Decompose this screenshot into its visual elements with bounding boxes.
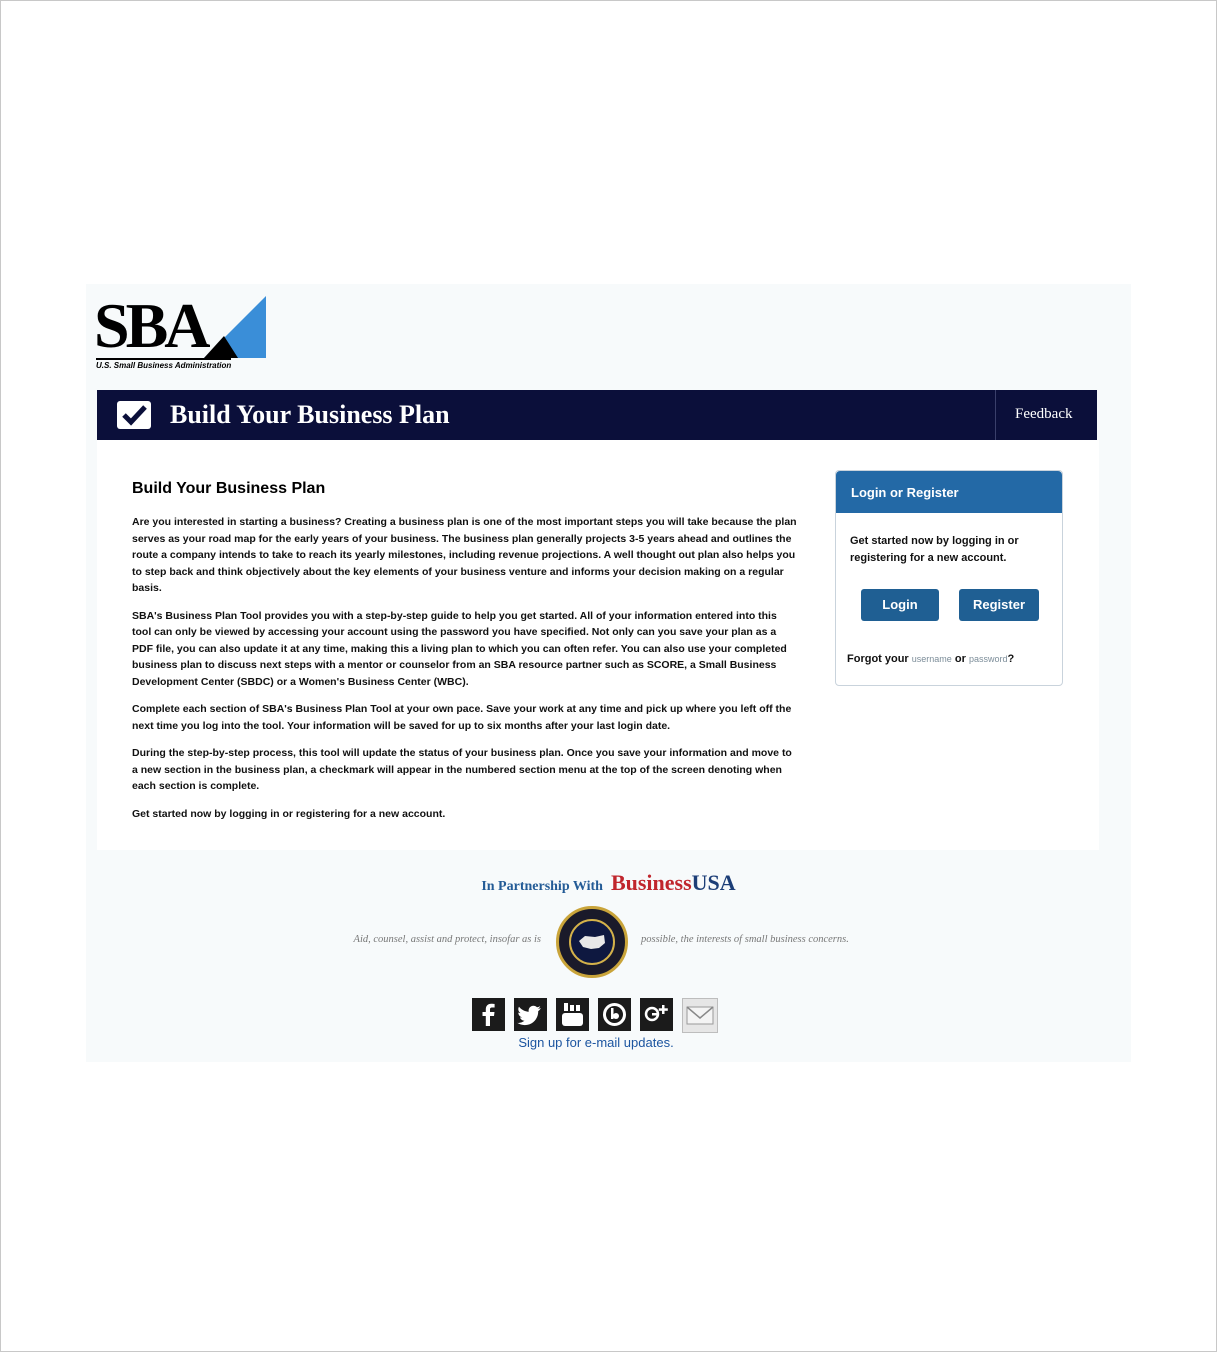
facebook-icon[interactable] [472, 998, 505, 1031]
login-box-text: Get started now by logging in or registering for a new account. [850, 535, 1019, 564]
login-register-box [835, 470, 1063, 686]
header-divider [995, 390, 996, 440]
page-title: Build Your Business Plan [170, 400, 450, 429]
intro-text [132, 514, 797, 833]
register-button[interactable]: Register [959, 589, 1039, 621]
paragraph: Are you interested in starting a business? Creating a business plan is one of the most important steps you will take because the plan serves as your road map for the early years of your business. The business plan generally projects 3-5 years ahead and outlines the route a company intends to take to reach its yearly milestones, including revenue projections. A well thought out plan also helps you to step back and think objectively about the key elements of your business venture and informs your decision making on a regular basis. [132, 516, 797, 594]
paragraph: During the step-by-step process, this tool will update the status of your business plan. Once you save your information and move to a new section in the business plan, a checkmark will appear in the numbered section menu at the top of the screen denoting when each section is complete. [132, 747, 792, 792]
twitter-icon[interactable] [514, 998, 547, 1031]
forgot-suffix: ? [1007, 653, 1015, 665]
forgot-password-link[interactable]: password [968, 654, 1008, 664]
header-bar [97, 390, 1097, 440]
logo-letters: SBA [94, 290, 207, 361]
email-icon[interactable] [682, 998, 718, 1033]
logo-subtitle: U.S. Small Business Administration [96, 358, 231, 370]
paragraph: Get started now by logging in or registering for a new account. [132, 807, 446, 820]
sba-seal-icon [556, 906, 628, 978]
blog-icon[interactable] [598, 998, 631, 1031]
sba-logo[interactable] [94, 290, 264, 370]
feedback-link[interactable]: Feedback [1015, 406, 1073, 422]
seal-inner [569, 919, 615, 965]
main-content [97, 440, 1099, 850]
google-plus-icon[interactable] [640, 998, 673, 1031]
forgot-prefix: Forgot your [847, 653, 909, 665]
partner-lead: In Partnership With [481, 879, 603, 894]
forgot-or: or [954, 653, 966, 665]
login-box-header [836, 471, 1062, 513]
motto-right: possible, the interests of small business concerns. [641, 934, 849, 945]
paragraph: Complete each section of SBA's Business Plan Tool at your own pace. Save your work at any time and pick up where you left off the next time you log into the tool. Your information will be saved for up to six months after your last login date. [132, 703, 792, 732]
content-heading: Build Your Business Plan [132, 480, 326, 497]
businessusa-logo-part1[interactable]: Business [610, 870, 692, 895]
youtube-icon[interactable] [556, 998, 589, 1031]
sba-page [86, 284, 1131, 1062]
checkmark-icon [117, 401, 151, 429]
forgot-credentials [847, 653, 1014, 665]
paragraph: SBA's Business Plan Tool provides you with a step-by-step guide to help you get started. All of your information entered into this tool can only be viewed by accessing your account using the password you have specified. Not only can you save your plan as a PDF file, you can also update it at any time, making this a living plan to which you can often refer. You can also use your completed business plan to discuss next steps with a mentor or counselor from an SBA resource partner such as SCORE, a Small Business Development Center (SBDC) or a Women's Business Center (WBC). [132, 609, 787, 688]
forgot-username-link[interactable]: username [911, 654, 952, 664]
login-button[interactable]: Login [861, 589, 939, 621]
login-box-title: Login or Register [851, 485, 959, 500]
partnership-line [86, 870, 1131, 896]
motto-left: Aid, counsel, assist and protect, insofar as is [353, 934, 541, 945]
logo-triangle-icon [204, 296, 266, 358]
businessusa-logo-part2[interactable]: USA [691, 870, 736, 895]
email-signup-link[interactable]: Sign up for e-mail updates. [518, 1035, 674, 1050]
